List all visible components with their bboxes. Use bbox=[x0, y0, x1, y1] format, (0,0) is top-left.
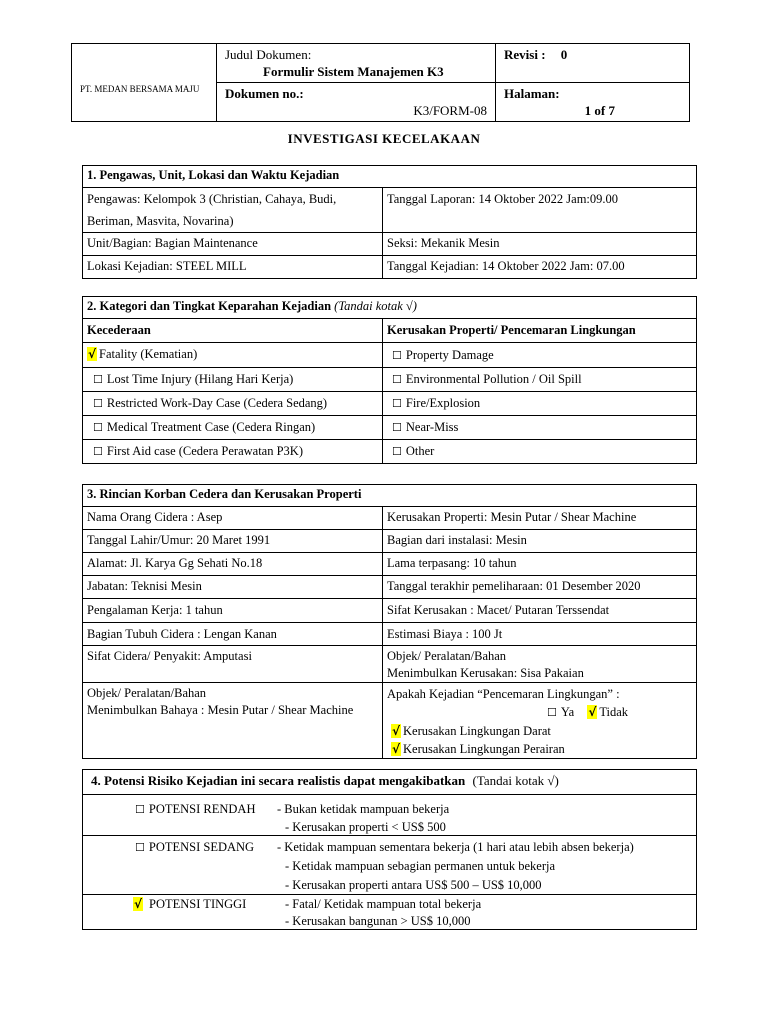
fatality-option[interactable] bbox=[83, 343, 383, 368]
rendah-line-2: - Kerusakan properti < US$ 500 bbox=[285, 820, 446, 834]
kerusakan-header: Kerusakan Properti/ Pencemaran Lingkungan bbox=[383, 319, 697, 343]
halaman-label: Halaman: bbox=[504, 86, 560, 101]
env-pollution-option[interactable] bbox=[383, 368, 697, 392]
seksi-cell: Seksi: Mekanik Mesin bbox=[383, 233, 697, 256]
objek-kerusakan-line2: Menimbulkan Kerusakan: Sisa Pakaian bbox=[387, 666, 584, 680]
darat-option[interactable] bbox=[387, 722, 692, 740]
restricted-label: Restricted Work-Day Case (Cedera Sedang) bbox=[106, 396, 328, 410]
page-title: INVESTIGASI KECELAKAAN bbox=[287, 131, 481, 146]
near-miss-label: Near-Miss bbox=[405, 420, 459, 434]
pengawas-cell: Pengawas: Kelompok 3 (Christian, Cahaya, Budi, Beriman, Masvita, Novarina) bbox=[83, 188, 383, 233]
medical-label: Medical Treatment Case (Cedera Ringan) bbox=[106, 420, 316, 434]
checkbox-icon bbox=[392, 372, 406, 386]
detail-cell: Jabatan: Teknisi Mesin bbox=[83, 576, 383, 599]
tinggi-line-1: - Fatal/ Ketidak mampuan total bekerja bbox=[285, 897, 482, 911]
tanggal-laporan-cell: Tanggal Laporan: 14 Oktober 2022 Jam:09.00 bbox=[383, 188, 697, 233]
checkbox-icon bbox=[392, 348, 406, 362]
ya-option[interactable] bbox=[547, 705, 574, 719]
detail-cell: Lama terpasang: 10 tahun bbox=[383, 553, 697, 576]
first-aid-option[interactable] bbox=[83, 440, 383, 464]
checkmark-icon: √ bbox=[588, 705, 597, 719]
rendah-line-1: - Bukan ketidak mampuan bekerja bbox=[277, 802, 450, 816]
objek-bahaya-line2: Menimbulkan Bahaya : Mesin Putar / Shear Machine bbox=[87, 703, 354, 717]
sedang-line-2: - Ketidak mampuan sebagian permanen untuk bekerja bbox=[285, 859, 556, 873]
header-table bbox=[71, 43, 690, 122]
tinggi-checkbox[interactable] bbox=[133, 896, 246, 913]
detail-cell: Pengalaman Kerja: 1 tahun bbox=[83, 599, 383, 623]
checkbox-icon bbox=[547, 705, 561, 719]
other-label: Other bbox=[405, 444, 435, 458]
detail-cell: Tanggal Lahir/Umur: 20 Maret 1991 bbox=[83, 530, 383, 553]
detail-cell: Alamat: Jl. Karya Gg Sehati No.18 bbox=[83, 553, 383, 576]
tanggal-kejadian-cell: Tanggal Kejadian: 14 Oktober 2022 Jam: 07.00 bbox=[383, 256, 697, 279]
perairan-option[interactable] bbox=[387, 740, 692, 758]
first-aid-label: First Aid case (Cedera Perawatan P3K) bbox=[106, 444, 303, 458]
detail-cell: Nama Orang Cidera : Asep bbox=[83, 507, 383, 530]
ya-label: Ya bbox=[560, 705, 575, 719]
checkbox-icon bbox=[93, 420, 107, 434]
checkbox-icon bbox=[135, 802, 149, 816]
section4-heading-normal: (Tandai kotak √) bbox=[472, 773, 559, 788]
rendah-checkbox[interactable] bbox=[135, 801, 255, 818]
property-damage-option[interactable] bbox=[383, 343, 697, 368]
lokasi-cell: Lokasi Kejadian: STEEL MILL bbox=[83, 256, 383, 279]
near-miss-option[interactable] bbox=[383, 416, 697, 440]
halaman-cell bbox=[496, 83, 690, 122]
checkmark-icon: √ bbox=[88, 347, 97, 361]
checkbox-icon bbox=[93, 444, 107, 458]
checkmark-icon: √ bbox=[134, 897, 143, 911]
potensi-rendah-row[interactable] bbox=[83, 801, 696, 835]
property-damage-label: Property Damage bbox=[405, 348, 494, 362]
detail-cell: Sifat Kerusakan : Macet/ Putaran Terssendat bbox=[383, 599, 697, 623]
section1-heading: 1. Pengawas, Unit, Lokasi dan Waktu Kejadian bbox=[83, 166, 697, 188]
revisi-cell bbox=[496, 44, 690, 83]
sedang-checkbox[interactable] bbox=[135, 838, 254, 857]
checkbox-icon bbox=[392, 444, 406, 458]
potensi-divider bbox=[83, 835, 696, 836]
rendah-label: POTENSI RENDAH bbox=[148, 802, 256, 816]
judul-cell bbox=[217, 44, 496, 83]
section4-heading-bold: 4. Potensi Risiko Kejadian ini secara realistis dapat mengakibatkan bbox=[91, 773, 466, 788]
company-name: PT. MEDAN BERSAMA MAJU bbox=[80, 83, 200, 94]
sedang-label: POTENSI SEDANG bbox=[148, 840, 255, 854]
detail-cell: Bagian Tubuh Cidera : Lengan Kanan bbox=[83, 623, 383, 646]
detail-cell: Tanggal terakhir pemeliharaan: 01 Desember 2020 bbox=[383, 576, 697, 599]
potensi-sedang-row[interactable] bbox=[83, 838, 696, 894]
checkbox-icon bbox=[93, 372, 107, 386]
perairan-label: Kerusakan Lingkungan Perairan bbox=[403, 742, 565, 756]
other-option[interactable] bbox=[383, 440, 697, 464]
env-pollution-label: Environmental Pollution / Oil Spill bbox=[405, 372, 582, 386]
sedang-line-3: - Kerusakan properti antara US$ 500 – US$ 10,000 bbox=[285, 878, 542, 892]
section4-box bbox=[82, 769, 697, 930]
checkbox-icon bbox=[93, 396, 107, 410]
judul-label: Judul Dokumen: bbox=[225, 47, 312, 62]
halaman-value: 1 of 7 bbox=[584, 103, 615, 118]
section3-table bbox=[82, 484, 697, 759]
company-cell bbox=[72, 44, 217, 122]
pencemaran-options bbox=[387, 703, 692, 722]
checkbox-icon bbox=[392, 396, 406, 410]
fire-option[interactable] bbox=[383, 392, 697, 416]
tidak-label: Tidak bbox=[599, 705, 629, 719]
darat-label: Kerusakan Lingkungan Darat bbox=[403, 724, 551, 738]
fatality-label: Fatality (Kematian) bbox=[99, 347, 198, 361]
section4-heading bbox=[83, 770, 696, 795]
potensi-divider bbox=[83, 894, 696, 895]
pencemaran-cell bbox=[383, 683, 697, 759]
medical-option[interactable] bbox=[83, 416, 383, 440]
detail-cell: Bagian dari instalasi: Mesin bbox=[383, 530, 697, 553]
revisi-value: 0 bbox=[560, 47, 568, 62]
restricted-option[interactable] bbox=[83, 392, 383, 416]
checkmark-icon: √ bbox=[392, 742, 401, 756]
dokumen-value: K3/FORM-08 bbox=[413, 103, 487, 118]
checkmark-icon: √ bbox=[392, 724, 401, 738]
section2-heading bbox=[83, 297, 697, 319]
section2-table bbox=[82, 296, 697, 464]
section2-heading-bold: 2. Kategori dan Tingkat Keparahan Kejadian bbox=[87, 299, 332, 313]
section3-heading: 3. Rincian Korban Cedera dan Kerusakan Properti bbox=[83, 485, 697, 507]
sifat-cidera-cell: Sifat Cidera/ Penyakit: Amputasi bbox=[83, 646, 383, 683]
section1-table bbox=[82, 165, 697, 279]
revisi-label: Revisi : bbox=[504, 47, 546, 62]
checkbox-icon bbox=[392, 420, 406, 434]
potensi-tinggi-row[interactable] bbox=[83, 896, 696, 930]
objek-bahaya-line1: Objek/ Peralatan/Bahan bbox=[87, 686, 207, 700]
sedang-line-1: - Ketidak mampuan sementara bekerja (1 hari atau lebih absen bekerja) bbox=[277, 840, 634, 854]
tinggi-line-2: - Kerusakan bangunan > US$ 10,000 bbox=[285, 914, 471, 928]
unit-cell: Unit/Bagian: Bagian Maintenance bbox=[83, 233, 383, 256]
section2-heading-italic: (Tandai kotak √) bbox=[334, 299, 417, 313]
tinggi-label: POTENSI TINGGI bbox=[149, 897, 247, 911]
fire-label: Fire/Explosion bbox=[405, 396, 481, 410]
detail-cell: Estimasi Biaya : 100 Jt bbox=[383, 623, 697, 646]
dokumen-label: Dokumen no.: bbox=[225, 86, 304, 101]
dokumen-cell bbox=[217, 83, 496, 122]
kecederaan-header: Kecederaan bbox=[83, 319, 383, 343]
detail-cell: Kerusakan Properti: Mesin Putar / Shear Machine bbox=[383, 507, 697, 530]
objek-kerusakan-cell bbox=[383, 646, 697, 683]
lost-time-option[interactable] bbox=[83, 368, 383, 392]
objek-bahaya-cell bbox=[83, 683, 383, 759]
checkbox-icon bbox=[135, 840, 149, 854]
lost-time-label: Lost Time Injury (Hilang Hari Kerja) bbox=[106, 372, 294, 386]
objek-kerusakan-line1: Objek/ Peralatan/Bahan bbox=[387, 649, 507, 663]
judul-value: Formulir Sistem Manajemen K3 bbox=[263, 64, 444, 79]
tidak-option[interactable] bbox=[587, 705, 628, 719]
pencemaran-question: Apakah Kejadian “Pencemaran Lingkungan” : bbox=[387, 687, 620, 701]
